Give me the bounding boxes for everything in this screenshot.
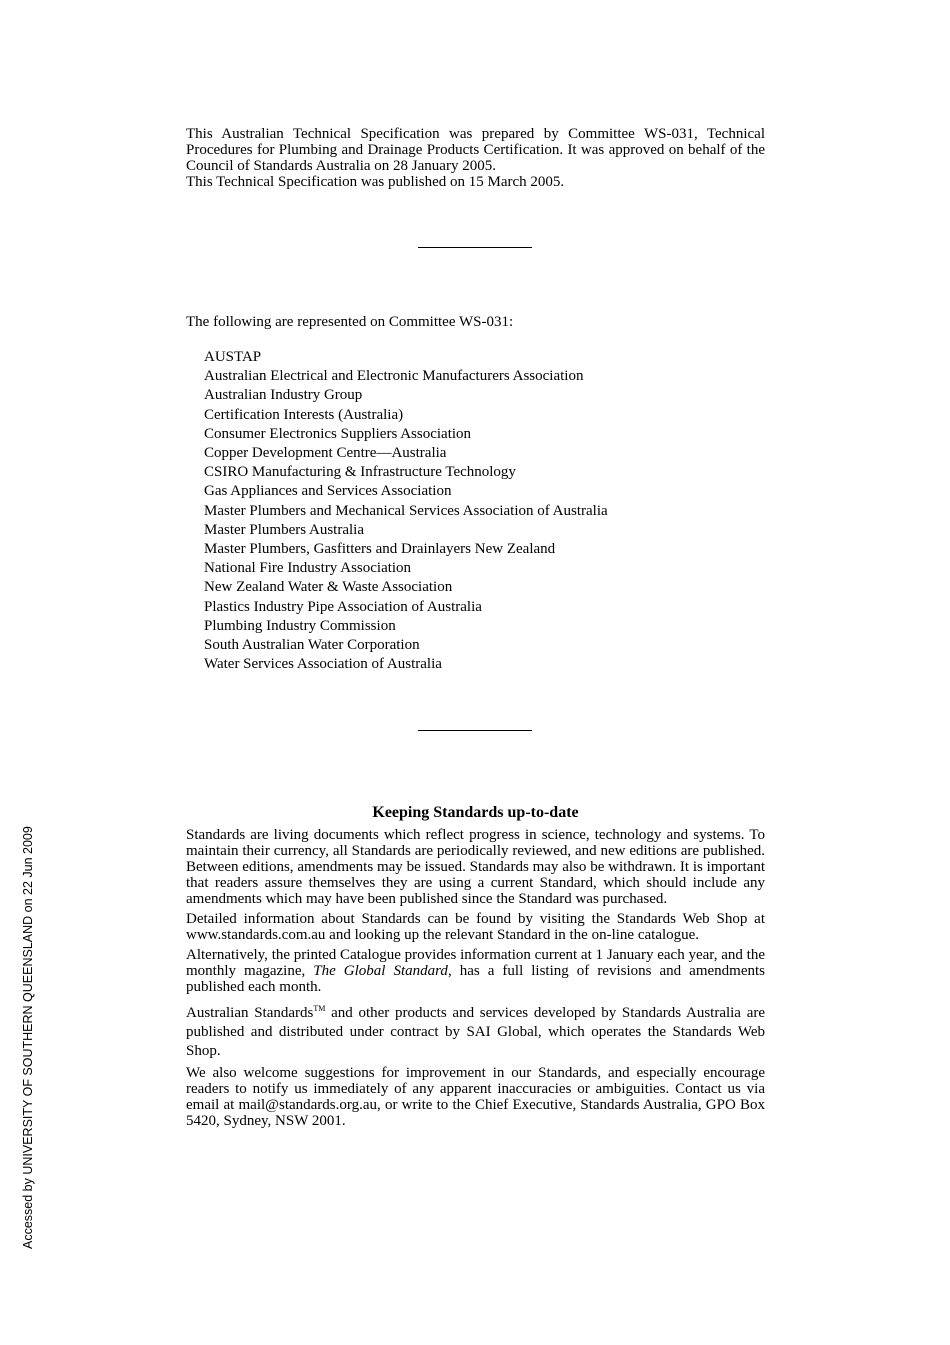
keeping-paragraph-4 <box>186 999 765 1061</box>
list-item: Master Plumbers and Mechanical Services Association of Australia <box>204 502 608 519</box>
keeping-paragraph-4-start: Australian Standards <box>186 1005 314 1021</box>
approval-paragraph: This Australian Technical Specification was prepared by Committee WS-031, Technical Procedures for Plumbing and Drainage Products Certification. It was approved on behalf of the Council of Standards Australia on 28 January 2005. <box>186 126 765 174</box>
keeping-paragraph-2: Detailed information about Standards can be found by visiting the Standards Web Shop at www.standards.com.au and looking up the relevant Standard in the on-line catalogue. <box>186 911 765 943</box>
list-item: Australian Electrical and Electronic Manufacturers Association <box>204 368 584 385</box>
publication-date-paragraph: This Technical Specification was published on 15 March 2005. <box>186 174 565 190</box>
list-item: Plumbing Industry Commission <box>204 617 396 634</box>
list-item: Plastics Industry Pipe Association of Australia <box>204 598 482 615</box>
list-item: Australian Industry Group <box>204 387 363 404</box>
committee-intro: The following are represented on Committee WS-031: <box>186 314 514 330</box>
committee-member-list <box>204 348 608 674</box>
list-item: CSIRO Manufacturing & Infrastructure Technology <box>204 464 516 481</box>
section-divider-top <box>418 247 532 248</box>
trademark-mark: TM <box>313 1004 326 1013</box>
keeping-standards-heading: Keeping Standards up-to-date <box>372 804 579 821</box>
keeping-paragraph-5: We also welcome suggestions for improvement in our Standards, and especially encourage readers to notify us immediately of any apparent inaccuracies or ambiguities. Contact us via email at mail@standards.org.au, or write to the Chief Executive, Standards Australia, GPO Box 5420, Sydney, NSW 2001. <box>186 1065 765 1129</box>
list-item: National Fire Industry Association <box>204 560 412 577</box>
list-item: Consumer Electronics Suppliers Association <box>204 425 472 442</box>
list-item: Certification Interests (Australia) <box>204 406 404 423</box>
list-item: South Australian Water Corporation <box>204 637 420 654</box>
keeping-paragraph-1: Standards are living documents which reflect progress in science, technology and systems. To maintain their currency, all Standards are periodically reviewed, and new editions are published. Between editions, amendments may be issued. Standards may also be withdrawn. It is important that readers assure themselves they are using a current Standard, which should include any amendments which may have been published since the Standard was purchased. <box>186 827 765 907</box>
magazine-title: The Global Standard <box>313 963 448 979</box>
keeping-paragraph-4-end: and other products and services developed by Standards Australia are published and distributed under contract by SAI Global, which operates the Standards Web Shop. <box>186 1005 766 1059</box>
approval-statement <box>186 126 765 190</box>
section-divider-bottom <box>418 730 532 731</box>
keeping-paragraph-3-end: , has a full listing of revisions and amendments published each month. <box>186 963 765 995</box>
list-item: New Zealand Water & Waste Association <box>204 579 453 596</box>
keeping-paragraph-3 <box>186 947 765 995</box>
list-item: Master Plumbers, Gasfitters and Drainlayers New Zealand <box>204 541 556 558</box>
keeping-paragraph-3-start: Alternatively, the printed Catalogue provides information current at 1 January each year, and the monthly magazine, <box>186 947 765 979</box>
list-item: Gas Appliances and Services Association <box>204 483 452 500</box>
access-watermark: Accessed by UNIVERSITY OF SOUTHERN QUEENSLAND on 22 Jun 2009 <box>21 826 35 1249</box>
list-item: AUSTAP <box>204 349 262 365</box>
list-item: Copper Development Centre—Australia <box>204 445 447 462</box>
list-item: Water Services Association of Australia <box>204 656 442 673</box>
list-item: Master Plumbers Australia <box>204 521 364 538</box>
keeping-standards-section <box>186 827 765 1133</box>
